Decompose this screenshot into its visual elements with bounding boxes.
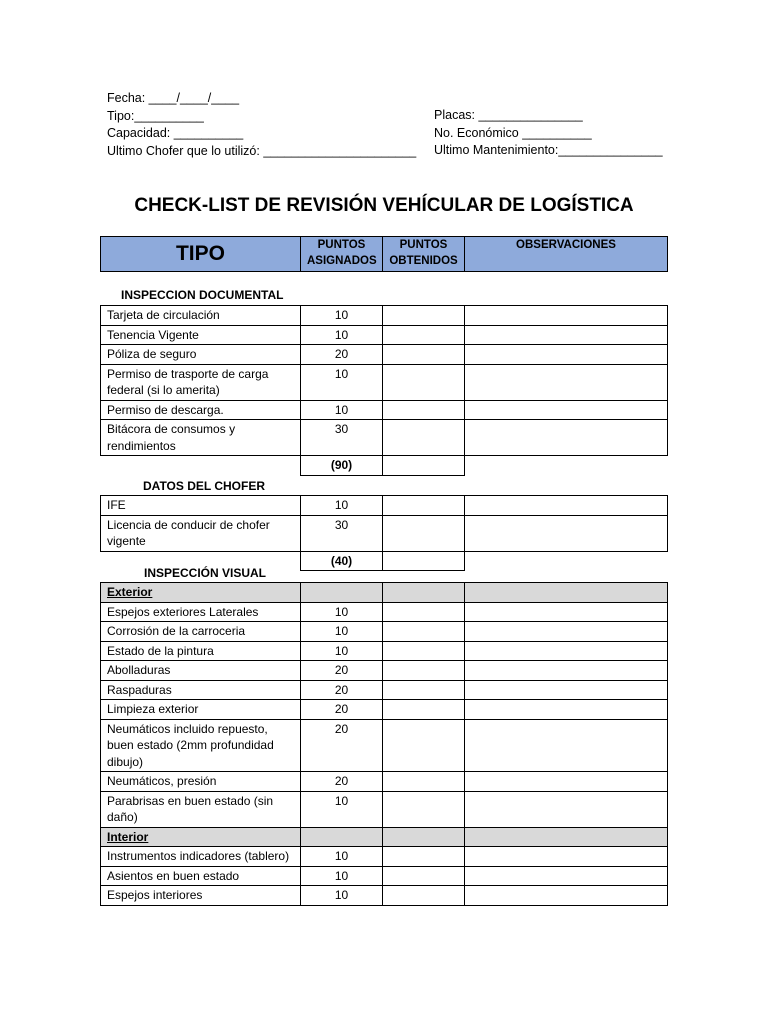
item-label: Permiso de trasporte de carga federal (si lo amerita): [101, 364, 301, 400]
observaciones-column-header: OBSERVACIONES: [465, 237, 668, 272]
table-row: [101, 345, 668, 365]
score-cell[interactable]: [383, 456, 465, 476]
document-title: CHECK-LIST DE REVISIÓN VEHÍCULAR DE LOGÍSTICA: [134, 195, 634, 216]
obtained-points-cell[interactable]: [383, 602, 465, 622]
header-left: [107, 90, 416, 160]
assigned-points: 10: [301, 496, 383, 516]
assigned-points: 10: [301, 364, 383, 400]
item-label: Neumáticos, presión: [101, 772, 301, 792]
assigned-points: 20: [301, 772, 383, 792]
item-label: Corrosión de la carroceria: [101, 622, 301, 642]
table-row: [101, 772, 668, 792]
obtained-points-cell[interactable]: [383, 622, 465, 642]
assigned-points: 20: [301, 345, 383, 365]
item-label: Bitácora de consumos y rendimientos: [101, 420, 301, 456]
assigned-points: 10: [301, 622, 383, 642]
table-row: [101, 700, 668, 720]
table-row: [101, 400, 668, 420]
table-row: [101, 847, 668, 867]
table-row: [101, 602, 668, 622]
observations-cell[interactable]: [465, 847, 668, 867]
assigned-points: 20: [301, 680, 383, 700]
table-row: [101, 420, 668, 456]
assigned-points: 20: [301, 700, 383, 720]
item-label: Raspaduras: [101, 680, 301, 700]
interior-subheader: Interior: [101, 827, 301, 847]
item-label: Instrumentos indicadores (tablero): [101, 847, 301, 867]
ultimo-chofer-field: Ultimo Chofer que lo utilizó: ______________________: [107, 143, 417, 158]
obtained-points-cell[interactable]: [383, 866, 465, 886]
no-economico-field: No. Económico __________: [434, 125, 592, 140]
assigned-points: 10: [301, 847, 383, 867]
puntos-asignados-column-header: PUNTOS ASIGNADOS: [301, 237, 383, 272]
item-label: Neumáticos incluido repuesto, buen estado (2mm profundidad dibujo): [101, 719, 301, 772]
obtained-points-cell[interactable]: [383, 400, 465, 420]
observations-cell[interactable]: [465, 622, 668, 642]
assigned-points: 10: [301, 641, 383, 661]
obtained-points-cell[interactable]: [383, 420, 465, 456]
observations-cell[interactable]: [465, 345, 668, 365]
observations-cell[interactable]: [465, 515, 668, 551]
assigned-points: 10: [301, 306, 383, 326]
item-label: Tarjeta de circulación: [101, 306, 301, 326]
tipo-field: Tipo:__________: [107, 108, 204, 123]
score-cell[interactable]: [383, 551, 465, 571]
obtained-points-cell[interactable]: [383, 345, 465, 365]
observations-cell[interactable]: [465, 325, 668, 345]
chofer-total: (40): [301, 551, 383, 571]
item-label: Espejos exteriores Laterales: [101, 602, 301, 622]
observations-cell[interactable]: [465, 680, 668, 700]
assigned-points: 10: [301, 791, 383, 827]
assigned-points: 30: [301, 515, 383, 551]
item-label: Licencia de conducir de chofer vigente: [101, 515, 301, 551]
obtained-points-cell[interactable]: [383, 847, 465, 867]
tipo-column-header: TIPO: [101, 237, 301, 272]
observations-cell[interactable]: [465, 400, 668, 420]
item-label: Limpieza exterior: [101, 700, 301, 720]
table-row: [101, 866, 668, 886]
observations-cell[interactable]: [465, 791, 668, 827]
assigned-points: 30: [301, 420, 383, 456]
assigned-points: 20: [301, 661, 383, 681]
table-row: [101, 622, 668, 642]
obtained-points-cell[interactable]: [383, 325, 465, 345]
observations-cell[interactable]: [465, 364, 668, 400]
obtained-points-cell[interactable]: [383, 680, 465, 700]
section-title-documental: INSPECCION DOCUMENTAL: [121, 288, 284, 302]
assigned-points: 10: [301, 325, 383, 345]
placas-field: Placas: _______________: [434, 108, 583, 122]
observations-cell[interactable]: [465, 866, 668, 886]
assigned-points: 10: [301, 866, 383, 886]
chofer-table: [100, 495, 668, 571]
observations-cell[interactable]: [465, 772, 668, 792]
obtained-points-cell[interactable]: [383, 515, 465, 551]
observations-cell[interactable]: [465, 700, 668, 720]
assigned-points: 20: [301, 719, 383, 772]
item-label: Tenencia Vigente: [101, 325, 301, 345]
observations-cell[interactable]: [465, 306, 668, 326]
assigned-points: 10: [301, 886, 383, 906]
item-label: Abolladuras: [101, 661, 301, 681]
obtained-points-cell[interactable]: [383, 772, 465, 792]
column-header-table: [100, 236, 668, 272]
table-row: [101, 515, 668, 551]
observations-cell[interactable]: [465, 719, 668, 772]
table-row: [101, 791, 668, 827]
observations-cell[interactable]: [465, 661, 668, 681]
item-label: IFE: [101, 496, 301, 516]
observations-cell[interactable]: [465, 886, 668, 906]
obtained-points-cell[interactable]: [383, 719, 465, 772]
table-row: [101, 719, 668, 772]
header-right: [434, 107, 663, 160]
table-row: [101, 325, 668, 345]
obtained-points-cell[interactable]: [383, 364, 465, 400]
item-label: Parabrisas en buen estado (sin daño): [101, 791, 301, 827]
obtained-points-cell[interactable]: [383, 496, 465, 516]
documental-total: (90): [301, 456, 383, 476]
table-row: [101, 496, 668, 516]
item-label: Espejos interiores: [101, 886, 301, 906]
observations-cell[interactable]: [465, 496, 668, 516]
section-title-visual: INSPECCIÓN VISUAL: [144, 566, 267, 580]
table-row: [101, 661, 668, 681]
observations-cell[interactable]: [465, 420, 668, 456]
assigned-points: 10: [301, 400, 383, 420]
ultimo-mantenimiento-field: Ultimo Mantenimiento:_______________: [434, 143, 663, 157]
item-label: Estado de la pintura: [101, 641, 301, 661]
table-row: [101, 364, 668, 400]
capacidad-field: Capacidad: __________: [107, 126, 244, 140]
table-row: [101, 886, 668, 906]
item-label: Asientos en buen estado: [101, 866, 301, 886]
table-row: [101, 306, 668, 326]
obtained-points-cell[interactable]: [383, 641, 465, 661]
fecha-field: Fecha: ____/____/____: [107, 91, 240, 105]
assigned-points: 10: [301, 602, 383, 622]
observations-cell[interactable]: [465, 602, 668, 622]
exterior-subheader: Exterior: [101, 583, 301, 603]
obtained-points-cell[interactable]: [383, 886, 465, 906]
puntos-obtenidos-column-header: PUNTOS OBTENIDOS: [383, 237, 465, 272]
section-title-chofer: DATOS DEL CHOFER: [143, 479, 266, 493]
obtained-points-cell[interactable]: [383, 791, 465, 827]
documental-table: [100, 305, 668, 476]
item-label: Póliza de seguro: [101, 345, 301, 365]
obtained-points-cell[interactable]: [383, 306, 465, 326]
obtained-points-cell[interactable]: [383, 661, 465, 681]
table-row: [101, 680, 668, 700]
item-label: Permiso de descarga.: [101, 400, 301, 420]
table-row: [101, 641, 668, 661]
observations-cell[interactable]: [465, 641, 668, 661]
visual-table: [100, 582, 668, 906]
obtained-points-cell[interactable]: [383, 700, 465, 720]
